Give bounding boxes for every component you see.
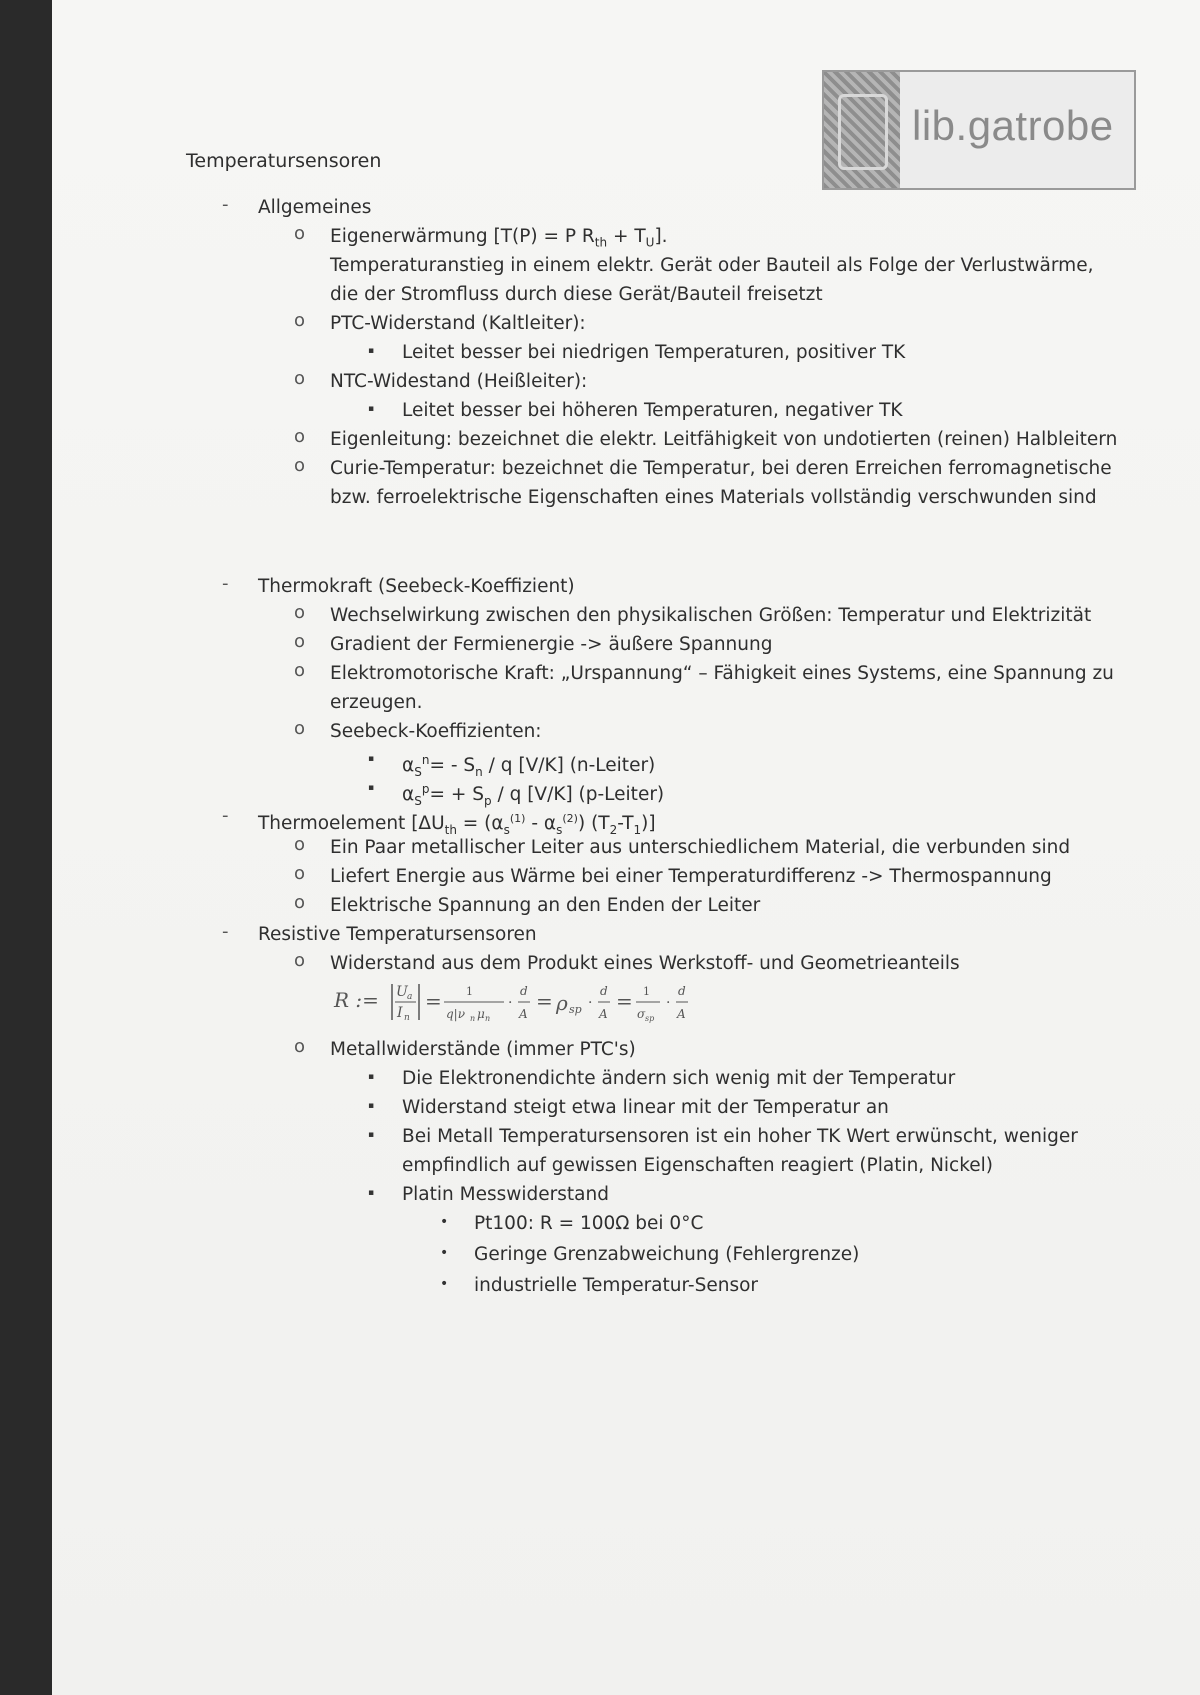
formula-den: q|ν	[446, 1007, 466, 1021]
formula-dot-3: ·	[666, 995, 671, 1011]
resistive-item-2: Metallwiderstände (immer PTC's)	[330, 1039, 636, 1060]
thermoelement-item-3: Elektrische Spannung an den Enden der Leiter	[330, 895, 761, 916]
square-marker: ▪	[368, 1072, 375, 1082]
eigenleitung-item: Eigenleitung: bezeichnet die elektr. Leitfähigkeit von undotierten (reinen) Halbleitern	[330, 429, 1118, 450]
circle-marker: o	[294, 1036, 306, 1057]
formula-one-2: 1	[643, 985, 650, 998]
circle-marker: o	[294, 426, 306, 447]
resistive-item-1: Widerstand aus dem Produkt eines Werkstoff- und Geometrieanteils	[330, 953, 960, 974]
formula-den-sub2: n	[485, 1014, 491, 1023]
section-heading-thermoelement: Thermoelement [$\Delta U_{th} = (\alpha_s^{(1)} - \alpha_s^{(2)})$ $(T_2-T_1)$]	[258, 812, 656, 837]
thermokraft-item-3a: Elektromotorische Kraft: „Urspannung“ – Fähigkeit eines Systems, eine Spannung zu	[330, 663, 1114, 684]
square-marker: ▪	[368, 404, 375, 414]
bullet-marker: •	[440, 1245, 449, 1261]
section-heading-allgemeines: Allgemeines	[258, 197, 372, 218]
section-heading-resistive: Resistive Temperatursensoren	[258, 924, 537, 945]
formula-sigma: σ	[637, 1007, 646, 1021]
eigenerwaermung-desc-2: die der Stromfluss durch diese Gerät/Bauteil freisetzt	[330, 284, 823, 305]
dash-marker: -	[222, 805, 229, 826]
circle-marker: o	[294, 455, 306, 476]
metal-item-4: Platin Messwiderstand	[402, 1184, 609, 1205]
circle-marker: o	[294, 660, 306, 681]
formula-r: R :=	[334, 988, 379, 1012]
square-marker: ▪	[368, 783, 375, 793]
formula-a-1: A	[519, 1007, 528, 1021]
metal-item-3a: Bei Metall Temperatursensoren ist ein hoher TK Wert erwünscht, weniger	[402, 1126, 1078, 1147]
formula-rho-sub: sp	[569, 1003, 582, 1016]
eigenerwaermung-line: Eigenerwärmung [T(P) = P $R_{th} + T_U$].	[330, 226, 668, 250]
ntc-detail: Leitet besser bei höheren Temperaturen, negativer TK	[402, 400, 903, 421]
circle-marker: o	[294, 834, 306, 855]
section-heading-thermokraft: Thermokraft (Seebeck-Koeffizient)	[258, 576, 575, 597]
seebeck-p: $\alpha_S^p= + S_p / q$ [V/K] (p-Leiter)	[402, 782, 665, 808]
resistance-formula-svg	[334, 978, 714, 1028]
circle-marker: o	[294, 863, 306, 884]
bullet-marker: •	[440, 1214, 449, 1230]
formula-d-2: d	[600, 984, 608, 998]
thermoelement-item-2: Liefert Energie aus Wärme bei einer Temperaturdifferenz -> Thermospannung	[330, 866, 1052, 887]
formula-eq-1: =	[425, 989, 442, 1013]
bullet-marker: •	[440, 1276, 449, 1292]
formula-den-sub: n	[470, 1014, 476, 1023]
dash-marker: -	[222, 194, 229, 215]
circle-marker: o	[294, 718, 306, 739]
square-marker: ▪	[368, 346, 375, 356]
eigenerwaermung-desc-1: Temperaturanstieg in einem elektr. Gerät oder Bauteil als Folge der Verlustwärme,	[330, 255, 1094, 276]
formula-den-mu: μ	[477, 1007, 485, 1021]
metal-item-2: Widerstand steigt etwa linear mit der Temperatur an	[402, 1097, 889, 1118]
seebeck-n: $\alpha_S^n= - S_n / q$ [V/K] (n-Leiter)	[402, 753, 656, 779]
square-marker: ▪	[368, 754, 375, 764]
formula-u: U	[396, 984, 408, 1000]
platin-item-2: Geringe Grenzabweichung (Fehlergrenze)	[474, 1244, 860, 1265]
formula-eq-2: =	[536, 989, 553, 1013]
thermokraft-item-1: Wechselwirkung zwischen den physikalischen Größen: Temperatur und Elektrizität	[330, 605, 1092, 626]
thermoelement-item-1: Ein Paar metallischer Leiter aus unterschiedlichem Material, die verbunden sind	[330, 837, 1071, 858]
formula-d-1: d	[520, 984, 528, 998]
square-marker: ▪	[368, 1130, 375, 1140]
formula-rho: ρ	[556, 991, 568, 1015]
formula-a-2: A	[599, 1007, 608, 1021]
resistance-formula	[334, 978, 714, 1033]
circle-marker: o	[294, 368, 306, 389]
circle-marker: o	[294, 631, 306, 652]
formula-sigma-sub: sp	[645, 1014, 655, 1023]
metal-item-1: Die Elektronendichte ändern sich wenig mit der Temperatur	[402, 1068, 956, 1089]
platin-item-3: industrielle Temperatur-Sensor	[474, 1275, 759, 1296]
circle-marker: o	[294, 892, 306, 913]
thermokraft-item-2: Gradient der Fermienergie -> äußere Spannung	[330, 634, 773, 655]
formula-i: I	[397, 1005, 403, 1021]
circle-marker: o	[294, 950, 306, 971]
formula-dot-2: ·	[588, 995, 593, 1011]
dash-marker: -	[222, 921, 229, 942]
curie-item-1: Curie-Temperatur: bezeichnet die Temperatur, bei deren Erreichen ferromagnetische	[330, 458, 1112, 479]
thermokraft-item-3b: erzeugen.	[330, 692, 423, 713]
metal-item-3b: empfindlich auf gewissen Eigenschaften reagiert (Platin, Nickel)	[402, 1155, 994, 1176]
curie-item-2: bzw. ferroelektrische Eigenschaften eines Materials vollständig verschwunden sind	[330, 487, 1097, 508]
square-marker: ▪	[368, 1101, 375, 1111]
square-marker: ▪	[368, 1188, 375, 1198]
formula-dot-1: ·	[508, 995, 513, 1011]
thermokraft-item-4: Seebeck-Koeffizienten:	[330, 721, 542, 742]
library-stamp-text: lib.gatrobe	[912, 102, 1114, 149]
formula-d-3: d	[678, 984, 686, 998]
ntc-item: NTC-Widestand (Heißleiter):	[330, 371, 588, 392]
circle-marker: o	[294, 223, 306, 244]
ptc-detail: Leitet besser bei niedrigen Temperaturen, positiver TK	[402, 342, 906, 363]
dash-marker: -	[222, 573, 229, 594]
circle-marker: o	[294, 602, 306, 623]
formula-eq-3: =	[616, 989, 633, 1013]
formula-u-sub: a	[407, 992, 413, 1002]
platin-item-1: Pt100: R = 100Ω bei 0°C	[474, 1213, 704, 1234]
circle-marker: o	[294, 310, 306, 331]
formula-one-1: 1	[466, 985, 473, 998]
formula-i-sub: n	[404, 1013, 410, 1023]
page-title: Temperatursensoren	[186, 150, 382, 172]
formula-a-3: A	[677, 1007, 686, 1021]
ptc-item: PTC-Widerstand (Kaltleiter):	[330, 313, 586, 334]
